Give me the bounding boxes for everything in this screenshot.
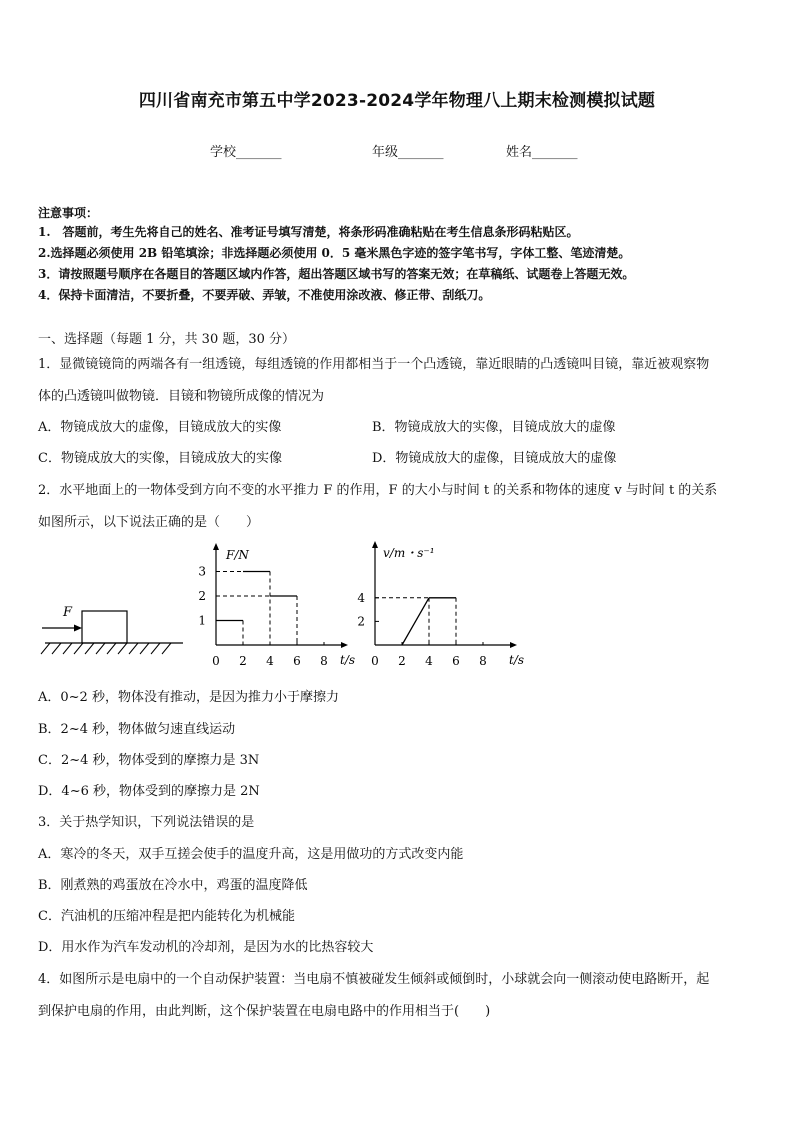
hatch-line <box>107 643 116 654</box>
x-tick-label: 8 <box>479 654 487 668</box>
x-axis-arrow <box>341 642 348 648</box>
velocity-time-chart <box>357 541 524 668</box>
hatch-line <box>85 643 94 654</box>
x-tick-label: 4 <box>266 654 274 668</box>
q3-stem: 3．关于热学知识，下列说法错误的是 <box>38 815 255 830</box>
q3-option-a: A．寒冷的冬天，双手互搓会使手的温度升高，这是用做功的方式改变内能 <box>38 847 464 862</box>
y-axis-arrow <box>372 541 378 548</box>
x-tick-label: 0 <box>212 654 220 668</box>
q1-stem-line2: 体的凸透镜叫做物镜．目镜和物镜所成像的情况为 <box>38 389 325 404</box>
hatch-line <box>162 643 171 654</box>
x-tick-label: 2 <box>239 654 247 668</box>
q3-option-b: B．刚煮熟的鸡蛋放在冷水中，鸡蛋的温度降低 <box>38 878 308 893</box>
x-axis-arrow <box>510 642 517 648</box>
q2-stem-line1: 2．水平地面上的一物体受到方向不变的水平推力 F 的作用，F 的大小与时间 t 的关系和物体的速度 v 与时间 t 的关系 <box>38 483 718 498</box>
hatch-line <box>52 643 61 654</box>
q1-option-a: A．物镜成放大的虚像，目镜成放大的实像 <box>38 420 282 435</box>
force-time-chart <box>198 543 355 668</box>
x-tick-label: 8 <box>320 654 328 668</box>
x-tick-label: 4 <box>425 654 433 668</box>
force-arrow-head <box>74 625 82 632</box>
y-tick-label: 2 <box>357 614 365 629</box>
q1-option-d: D．物镜成放大的虚像，目镜成放大的虚像 <box>372 451 617 466</box>
note-item: 2.选择题必须使用 2B 铅笔填涂；非选择题必须使用 0．5 毫米黑色字迹的签字笔书写，字体工整、笔迹清楚。 <box>38 246 631 260</box>
q1-option-b: B．物镜成放大的实像，目镜成放大的虚像 <box>372 420 616 435</box>
x-tick-label: 6 <box>452 654 460 668</box>
y-tick-label: 1 <box>198 613 206 628</box>
q2-figure <box>0 540 794 675</box>
hatch-line <box>118 643 127 654</box>
block-diagram <box>41 605 183 654</box>
x-tick-label: 2 <box>398 654 406 668</box>
y-tick-label: 2 <box>198 589 206 603</box>
hatch-line <box>74 643 83 654</box>
section-heading: 一、选择题（每题 1 分，共 30 题，30 分） <box>38 332 296 347</box>
q2-stem-line2: 如图所示，以下说法正确的是（ ） <box>38 515 260 530</box>
ground-hatching <box>41 643 171 654</box>
y-axis-arrow <box>213 543 219 550</box>
name-field: 姓名_______ <box>506 145 578 160</box>
note-item: 3．请按照题号顺序在各题目的答题区域内作答，超出答题区域书写的答案无效；在草稿纸、试题卷上答题无效。 <box>38 267 635 281</box>
hatch-line <box>63 643 72 654</box>
q2-option-d: D．4~6 秒，物体受到的摩擦力是 2N <box>38 784 260 799</box>
series-segment <box>402 598 429 645</box>
q2-option-c: C．2~4 秒，物体受到的摩擦力是 3N <box>38 753 260 768</box>
hatch-line <box>151 643 160 654</box>
q2-option-a: A．0~2 秒，物体没有推动，是因为推力小于摩擦力 <box>38 690 339 705</box>
x-axis-label: t/s <box>509 653 525 667</box>
page-title: 四川省南充市第五中学2023-2024学年物理八上期末检测模拟试题 <box>138 91 656 111</box>
school-field: 学校_______ <box>210 145 282 160</box>
y-axis-label: v/m・s⁻¹ <box>383 546 435 560</box>
grade-field: 年级_______ <box>372 145 444 160</box>
hatch-line <box>96 643 105 654</box>
q3-option-d: D．用水作为汽车发动机的冷却剂，是因为水的比热容较大 <box>38 940 374 955</box>
q1-stem-line1: 1．显微镜镜筒的两端各有一组透镜，每组透镜的作用都相当于一个凸透镜，靠近眼睛的凸透镜叫目镜，靠近被观察物 <box>38 357 710 372</box>
q4-stem-line1: 4．如图所示是电扇中的一个自动保护装置：当电扇不慎被碰发生倾斜或倾倒时，小球就会向一侧滚动使电路断开，起 <box>38 972 710 987</box>
y-tick-label: 3 <box>198 564 206 579</box>
q4-stem-line2: 到保护电扇的作用，由此判断，这个保护装置在电扇电路中的作用相当于( ) <box>38 1004 491 1019</box>
hatch-line <box>140 643 149 654</box>
hatch-line <box>129 643 138 654</box>
note-item: 1. 答题前，考生先将自己的姓名、准考证号填写清楚，将条形码准确粘贴在考生信息条形码粘贴区。 <box>38 225 579 239</box>
notes-heading: 注意事项： <box>38 206 99 220</box>
y-axis-label: F/N <box>226 548 249 562</box>
q1-option-c: C．物镜成放大的实像，目镜成放大的实像 <box>38 451 282 466</box>
block <box>82 611 127 643</box>
x-tick-label: 0 <box>371 654 379 668</box>
note-item: 4．保持卡面清洁，不要折叠，不要弄破、弄皱，不准使用涂改液、修正带、刮纸刀。 <box>38 288 491 302</box>
hatch-line <box>41 643 50 654</box>
x-tick-label: 6 <box>293 654 301 668</box>
q2-option-b: B．2~4 秒，物体做匀速直线运动 <box>38 722 236 737</box>
force-label: F <box>63 605 73 620</box>
x-axis-label: t/s <box>340 653 356 667</box>
q3-option-c: C．汽油机的压缩冲程是把内能转化为机械能 <box>38 909 295 924</box>
y-tick-label: 4 <box>357 590 365 605</box>
